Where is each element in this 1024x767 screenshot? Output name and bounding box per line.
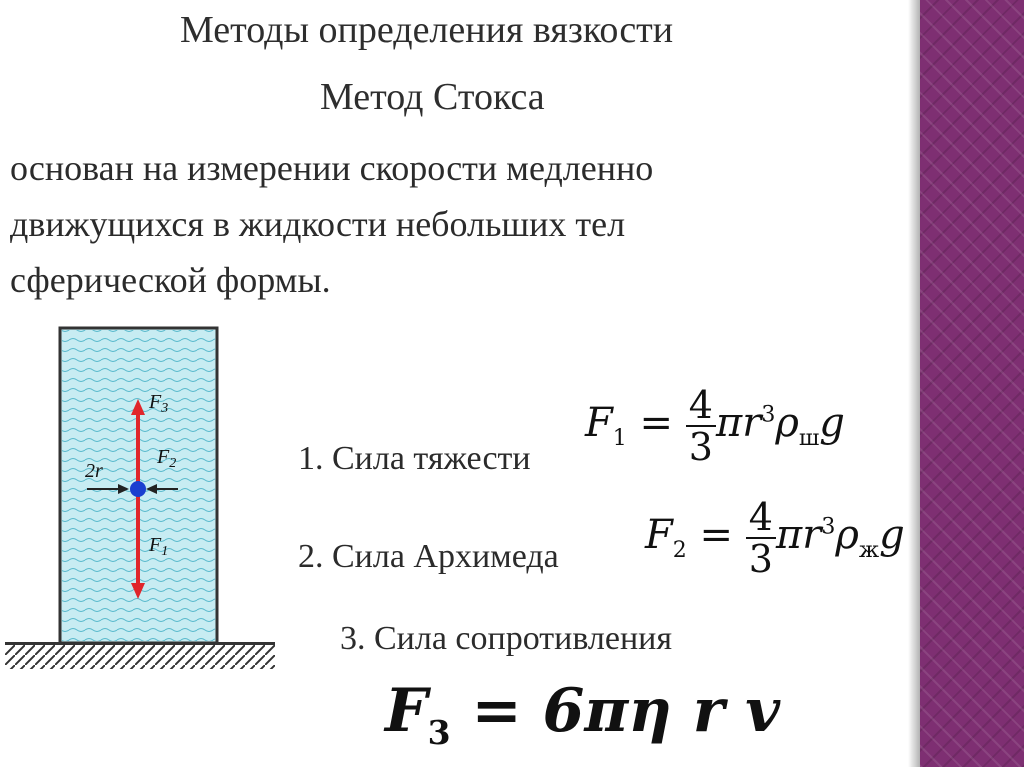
slide-subtitle: Метод Стокса: [320, 76, 545, 118]
body-paragraph: [10, 140, 890, 308]
formula-gravity: $F_1$ = $\frac{4}{3}$ $\pi r^3\rho_шg$: [585, 383, 845, 469]
floor-hatch: [5, 645, 275, 669]
body-line: сферической формы.: [10, 260, 331, 300]
item-resistance: 3. Сила сопротивления: [340, 620, 673, 657]
stokes-diagram: [5, 325, 280, 675]
label-f2: $F_2$: [157, 446, 177, 471]
label-radius: 2r: [85, 460, 103, 482]
body-line: движущихся в жидкости небольших тел: [10, 204, 626, 244]
floor-line: [5, 642, 275, 645]
item-gravity: 1. Сила тяжести: [298, 440, 531, 477]
body-line: основан на измерении скорости медленно: [10, 148, 654, 188]
slide-title: Методы определения вязкости: [180, 9, 674, 51]
label-f3: $F_3$: [149, 391, 169, 416]
decorative-side-bar: [920, 0, 1024, 767]
label-f1: $F_1$: [149, 534, 169, 559]
formula-resistance: $F_3 = 6\pi\eta$ r v: [385, 676, 781, 752]
sphere: [130, 481, 146, 497]
item-archimedes: 2. Сила Архимеда: [298, 538, 559, 575]
formula-archimedes: $F_2$ = $\frac{4}{3}$ $\pi r^3\rho_жg$: [645, 495, 905, 581]
